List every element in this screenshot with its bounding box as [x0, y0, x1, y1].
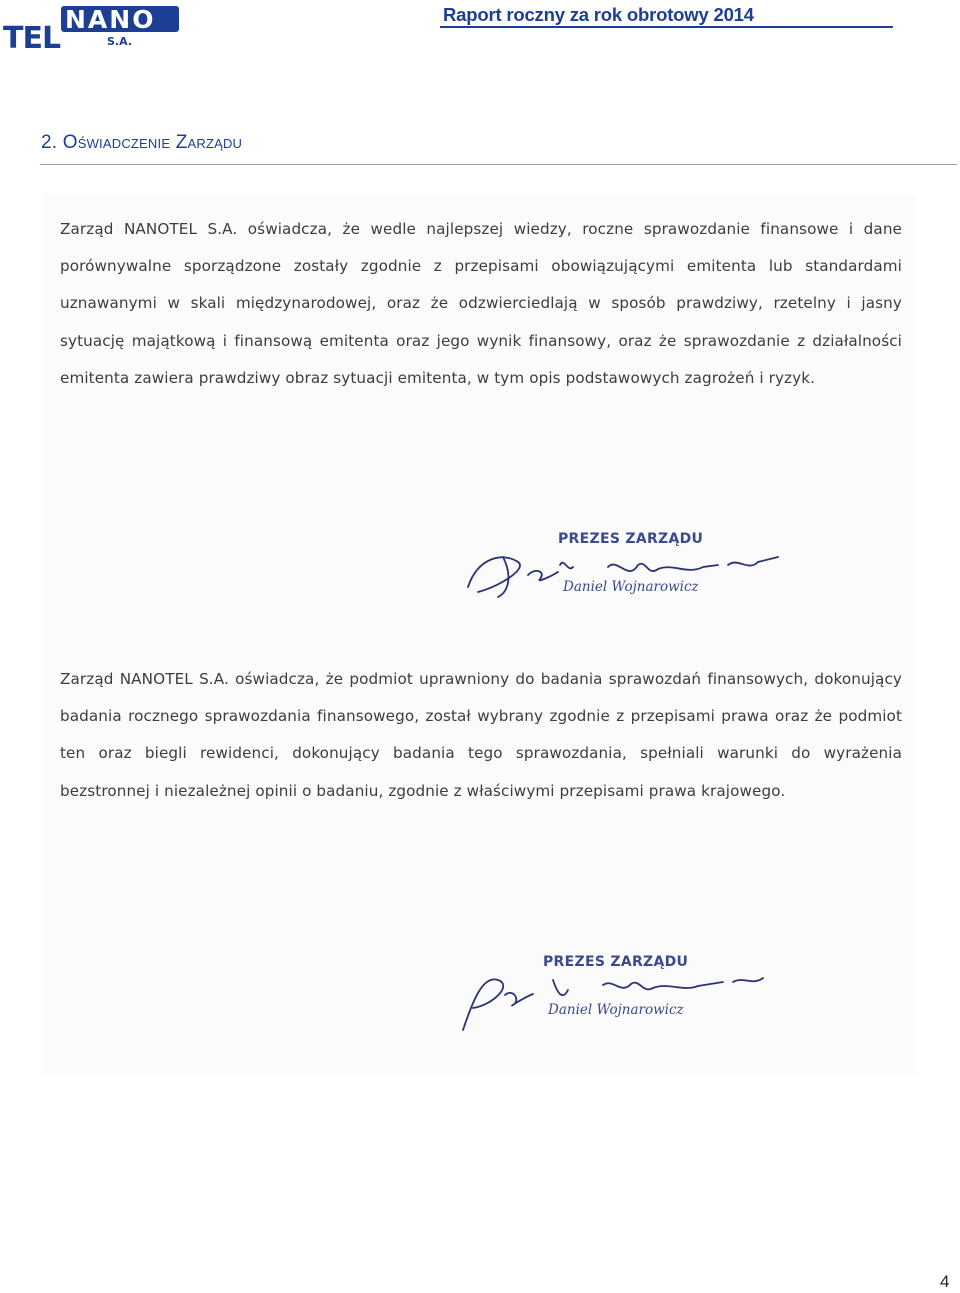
signature-name: Daniel Wojnarowicz: [548, 1002, 684, 1018]
section-title-word1: Oświadczenie: [62, 132, 171, 153]
signature-block-1: [458, 527, 818, 617]
section-title-word2: Zarządu: [175, 132, 243, 153]
scanned-declaration: [43, 195, 916, 1075]
declaration-paragraph-1: Zarząd NANOTEL S.A. oświadcza, że wedle najlepszej wiedzy, roczne sprawozdanie finansowe i dane porównywalne sporządzone zostały zgodnie z przepisami obowiązującymi emitenta lub standardami uznawanymi w skali międzynarodowej, oraz że odzwierciedlają w sposób prawdziwy, rzetelny i jasny sytuację majątkową i finansową emitenta oraz jego wynik finansowy, oraz że sprawozdanie z działalności emitenta zawiera prawdziwy obraz sytuacji emitenta, w tym opis podstawowych zagrożeń i ryzyk.: [60, 220, 902, 387]
nanotel-logo: [3, 3, 183, 51]
page-number: 4: [940, 1272, 950, 1291]
section-heading: [41, 132, 242, 154]
svg-text:S.A.: S.A.: [107, 35, 132, 48]
signature-title: PREZES ZARZĄDU: [543, 954, 689, 970]
signature-title: PREZES ZARZĄDU: [558, 531, 704, 547]
handwritten-signature-icon: [443, 950, 803, 1040]
section-number: 2.: [41, 132, 58, 153]
svg-text:TEL: TEL: [3, 21, 61, 51]
svg-text:NANO: NANO: [65, 5, 156, 34]
header-divider: [440, 26, 893, 28]
signature-block-2: [443, 950, 803, 1040]
declaration-paragraph-2: Zarząd NANOTEL S.A. oświadcza, że podmiot uprawniony do badania sprawozdań finansowych, dokonujący badania rocznego sprawozdania finansowego, został wybrany zgodnie z przepisami prawa oraz że podmiot ten oraz biegli rewidenci, dokonujący badania tego sprawozdania, spełniali warunki do wyrażenia bezstronnej i niezależnej opinii o badaniu, zgodnie z właściwymi przepisami prawa krajowego.: [60, 670, 902, 800]
handwritten-signature-icon: [458, 527, 818, 617]
report-title: Raport roczny za rok obrotowy 2014: [443, 4, 754, 25]
section-divider: [40, 164, 957, 165]
signature-name: Daniel Wojnarowicz: [563, 579, 699, 595]
